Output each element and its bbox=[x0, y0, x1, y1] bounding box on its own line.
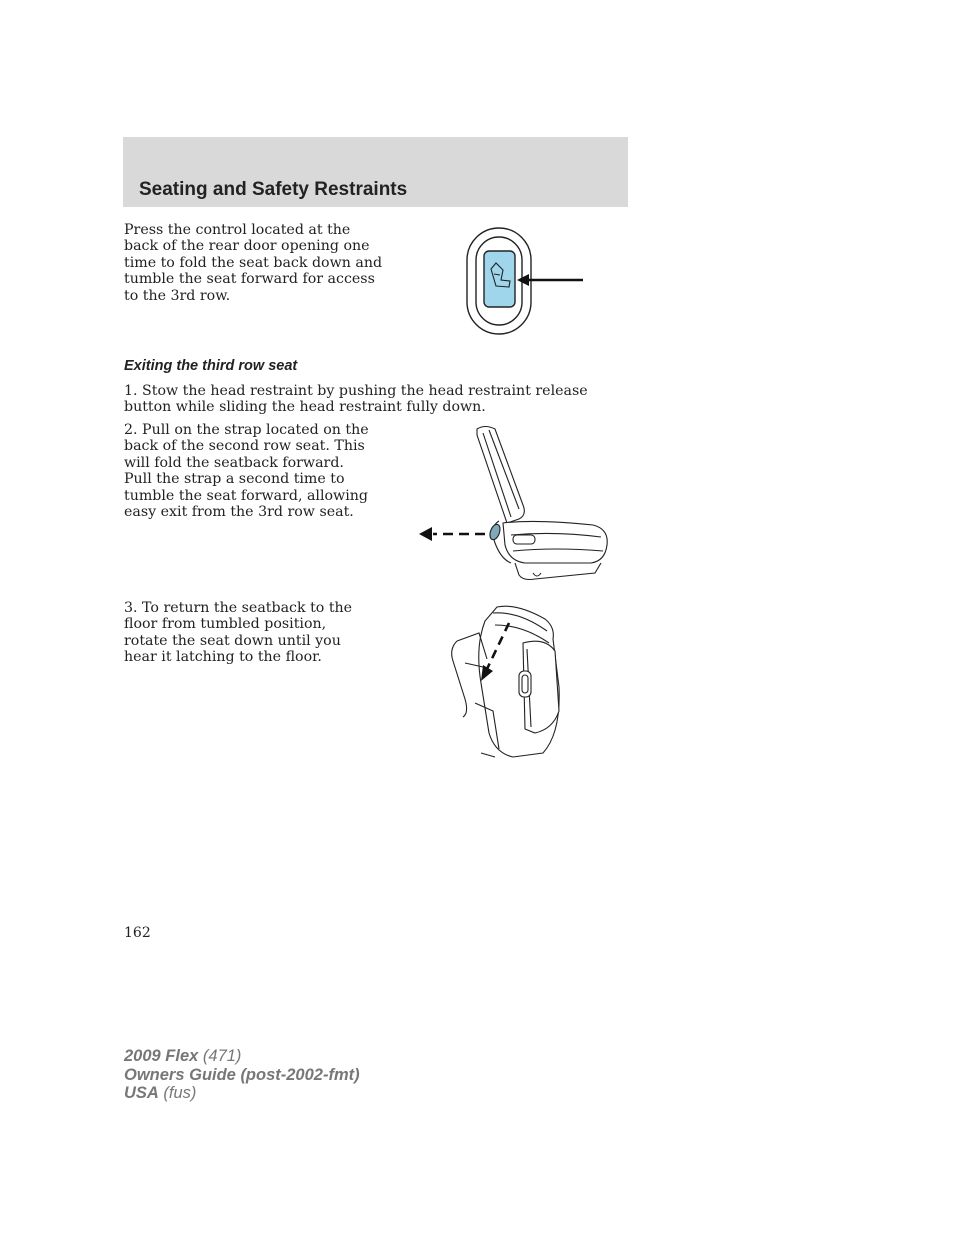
step-3: 3. To return the seatback to the floor from tumbled position, rotate the seat down until you hear it latching to the floor. bbox=[124, 600, 353, 666]
step-2: 2. Pull on the strap located on the back of the second row seat. This will fold the seatback forward. Pull the strap a second time to tumble the seat forward, allowing easy exit from the 3rd row seat. bbox=[124, 422, 369, 521]
section-title: Seating and Safety Restraints bbox=[139, 179, 408, 200]
exiting-heading: Exiting the third row seat bbox=[124, 358, 298, 374]
footer-line-guide: Owners Guide (post-2002-fmt) bbox=[124, 1065, 360, 1084]
seat-fold-button-icon bbox=[460, 226, 590, 338]
seat-tumble-illustration bbox=[435, 603, 570, 760]
intro-paragraph: Press the control located at the back of the rear door opening one time to fold the seat back down and tumble the seat forward for access to the 3rd row. bbox=[124, 222, 383, 304]
footer-line-model: 2009 Flex (471) bbox=[124, 1047, 242, 1065]
step-1: 1. Stow the head restraint by pushing the head restraint release button while sliding the head restraint fully down. bbox=[124, 383, 588, 416]
footer-doc-info bbox=[124, 1047, 360, 1103]
footer-line-market: USA (fus) bbox=[124, 1084, 197, 1102]
page-number: 162 bbox=[124, 925, 151, 941]
section-header-band bbox=[123, 137, 628, 207]
seat-fold-forward-illustration bbox=[415, 423, 615, 585]
